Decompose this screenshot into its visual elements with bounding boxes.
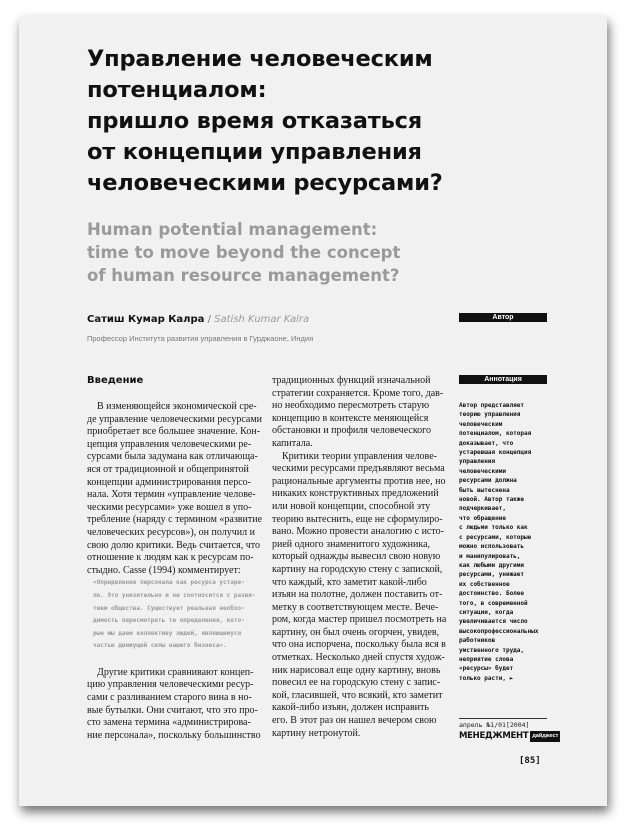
abstract-line: того, в современной xyxy=(459,599,528,607)
text-line: его. В этот раз он нашел вечером свою xyxy=(272,715,437,727)
author-affiliation: Профессор Института развития управления в Гурджаоне, Индия xyxy=(87,334,314,343)
text-line: картину на городскую стену с запиской, xyxy=(272,563,443,575)
text-line: обстановки и профиля человеческого xyxy=(272,425,432,437)
abstract-line: Автор представляет xyxy=(459,402,525,409)
author-separator: / xyxy=(204,314,215,325)
abstract-line: потенциалом, которая xyxy=(459,430,532,438)
abstract-line: умственного труда, xyxy=(459,646,525,654)
text-line: картину, он был очень огорчен, увидев, xyxy=(272,626,440,638)
block-quote xyxy=(93,577,259,653)
text-line: стратегии сохраняется. Кроме того, дав- xyxy=(272,387,444,399)
author-line xyxy=(87,314,309,325)
text-line: Другие критики сравнивают концеп- xyxy=(97,666,254,678)
paragraph xyxy=(272,450,447,741)
quote-line: ло. Это унизительно и не соотносится с разви- xyxy=(93,591,256,599)
abstract-line: неприятие слова xyxy=(459,655,514,663)
abstract-label: Аннотация xyxy=(459,375,547,384)
abstract-line: «ресурсы» будет xyxy=(459,665,514,673)
abstract-line: что обращение xyxy=(459,514,506,522)
quote-line: рые мы даем коллективу людей, являющемуся xyxy=(93,629,242,637)
abstract-line: их собственное xyxy=(459,580,510,588)
text-line: ник нарисовал еще одну картину, вновь xyxy=(272,664,441,676)
text-line: яся от традиционной и общепринятой xyxy=(87,463,249,475)
text-line: вано. Можно провести аналогию с исто- xyxy=(272,526,444,538)
quote-line: димость пересмотреть те определения, кото- xyxy=(93,617,245,625)
page-number: [85] xyxy=(519,756,541,766)
text-column-2 xyxy=(272,375,447,740)
abstract-line: увеличивается число xyxy=(459,618,528,626)
text-line: сами с разливанием старого вина в но- xyxy=(87,692,252,704)
abstract-line: работников xyxy=(459,637,496,645)
text-line: сурсами была задумана как отличающа- xyxy=(87,451,258,463)
abstract-line: устаревшая концепция xyxy=(459,449,532,457)
text-line: цию управления человеческими ресур- xyxy=(87,679,254,691)
text-line: де управление человеческими ресурсами xyxy=(87,413,263,425)
text-line: или новой концепции, способной эту xyxy=(272,500,431,512)
text-line: ческими ресурсами» уже вошел в упо- xyxy=(87,501,252,513)
abstract-line: ресурсами, унижает xyxy=(459,571,525,579)
title-ru-line: потенциалом: xyxy=(87,77,267,103)
text-line: свою долю критики. Ведь считается, что xyxy=(87,539,261,551)
text-line: цепция управления человеческими ре- xyxy=(87,438,252,450)
abstract-line: новой. Автор также xyxy=(459,496,525,504)
issue-date: апрель №1/01[2004] xyxy=(459,721,530,729)
intro-heading: Введение xyxy=(87,375,144,386)
abstract-line: с людьми только как xyxy=(459,524,528,532)
text-line: но необходимо пересмотреть старую xyxy=(272,400,430,412)
text-line: капитала. xyxy=(272,437,313,449)
document-page xyxy=(19,16,607,806)
text-line: Критики теории управления челове- xyxy=(282,450,437,462)
text-line: концепцию в контексте меняющейся xyxy=(272,412,429,424)
text-line: что каждый, кто заметит какой-либо xyxy=(272,576,427,588)
text-line: метку в соответствующем месте. Вече- xyxy=(272,601,439,613)
text-line: кой, гласившей, что всякий, кто заметит xyxy=(272,689,443,701)
text-line: нала. Хотя термин «управление челове- xyxy=(87,489,256,501)
magazine-logo xyxy=(459,731,559,742)
abstract-line: ресурсами должна xyxy=(459,477,517,485)
text-line: стыдно. Casse (1994) комментирует: xyxy=(87,564,241,576)
abstract-line: только расти, ► xyxy=(459,674,514,682)
text-line: теорию вытеснить, еще не сформулиро- xyxy=(272,513,443,525)
text-line: повесил ее на городскую стену с запис- xyxy=(272,677,441,689)
abstract-line: можно использовать xyxy=(459,543,525,551)
text-line: сто замена термина «администрирова- xyxy=(87,717,251,729)
abstract-line: человеческими xyxy=(459,467,506,475)
issue-info xyxy=(459,718,559,742)
text-line: что она испорчена, поскольку была вся в xyxy=(272,639,446,651)
quote-line: тием общества. Существует реальная необхо- xyxy=(93,604,245,612)
text-line: картину нетронутой. xyxy=(272,727,361,739)
text-line: рией одного знаменитого художника, xyxy=(272,538,431,550)
text-line: рациональные аргументы против нее, но xyxy=(272,475,446,487)
text-line: изъян на полотне, должен поставить от- xyxy=(272,589,443,601)
abstract-line: человеческим xyxy=(459,420,503,428)
author-name-ru: Сатиш Кумар Калра xyxy=(87,314,205,325)
abstract-line: управления xyxy=(459,458,496,466)
text-line: вые бутылки. Они считают, что это про- xyxy=(87,704,258,716)
abstract-line: ситуации, когда xyxy=(459,608,514,616)
title-ru-line: Управление человеческим xyxy=(87,46,433,72)
paragraph xyxy=(87,401,263,577)
magazine-digest-badge: дайджест xyxy=(530,731,560,742)
text-line: отметках. Несколько дней спустя худож- xyxy=(272,652,445,664)
abstract-line: теорию управления xyxy=(459,411,521,419)
text-line: никаких конструктивных предложений xyxy=(272,488,439,500)
quote-line: частью движущей силы нашего бизнеса». xyxy=(93,642,227,650)
abstract-line: доказывает, что xyxy=(459,439,514,447)
magazine-name: МЕНЕДЖМЕНТ xyxy=(459,731,529,741)
title-ru-line: от концепции управления xyxy=(87,139,422,165)
text-line: В изменяющейся экономической сре- xyxy=(97,401,257,412)
author-label: Автор xyxy=(459,313,547,322)
text-line: какой-либо изъян, должен исправить xyxy=(272,702,429,714)
text-line: человеческих ресурсов»), он получил и xyxy=(87,526,255,538)
abstract-line: подчеркивает, xyxy=(459,505,506,513)
text-line: который однажды вывесил свою новую xyxy=(272,551,441,563)
text-line: ние персонала», поскольку большинство xyxy=(87,729,261,741)
text-line: требление (наряду с термином «развитие xyxy=(87,514,263,526)
text-line: традиционных функций изначальной xyxy=(272,375,431,386)
paragraph xyxy=(272,375,444,451)
text-line: концепции администрирования персо- xyxy=(87,476,251,488)
title-en-line: Human potential management: xyxy=(87,220,378,239)
title-english xyxy=(87,218,557,287)
abstract-line: как любыми другими xyxy=(459,561,525,569)
title-en-line: of human resource management? xyxy=(87,266,400,285)
title-ru-line: человеческими ресурсами? xyxy=(87,170,443,196)
text-column-1 xyxy=(87,373,263,742)
text-line: ром, когда мастер пришел посмотреть на xyxy=(272,614,447,626)
text-line: отношение к людям как к ресурсам по- xyxy=(87,552,254,564)
title-en-line: time to move beyond the concept xyxy=(87,243,401,262)
abstract-line: с ресурсами, которые xyxy=(459,533,532,541)
quote-line: «Определение персонала как ресурса устаре- xyxy=(93,579,245,587)
abstract-line: достоинство. Более xyxy=(459,590,525,598)
abstract-line: и манипулировать, xyxy=(459,552,521,560)
paragraph xyxy=(87,667,259,743)
author-name-en: Satish Kumar Kalra xyxy=(214,314,310,325)
abstract-text xyxy=(459,401,555,683)
title-russian xyxy=(87,44,557,199)
abstract-line: быть вытеснена xyxy=(459,486,510,494)
abstract-line: высокопрофессиональных xyxy=(459,627,539,635)
title-ru-line: пришло время отказаться xyxy=(87,108,423,134)
text-line: приобретает все большее значение. Кон- xyxy=(87,426,261,438)
text-line: ческими ресурсами предъявляют весьма xyxy=(272,463,445,475)
